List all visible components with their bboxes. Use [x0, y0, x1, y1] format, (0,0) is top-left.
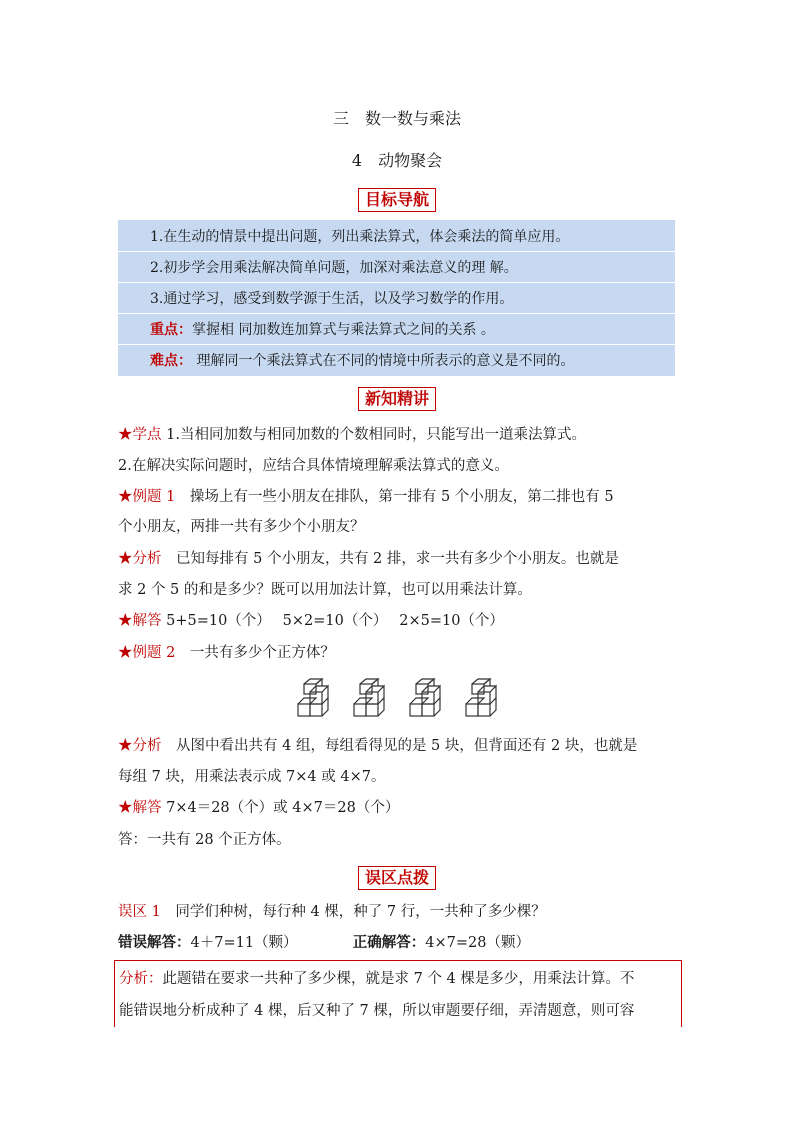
wrong-answer-text: 4＋7=11（颗）: [190, 935, 298, 951]
mistake-1-label: 误区 1: [118, 904, 161, 920]
analysis-label: 分析: [132, 738, 162, 754]
example-2-label: 例题 2: [132, 645, 176, 661]
key-point-text: 掌握相 同加数连加算式与乘法算式之间的关系 。: [192, 322, 495, 338]
star-icon: ★: [118, 427, 133, 443]
goal-item-2: 2.初步学会用乘法解决简单问题，加深对乘法意义的理 解。: [150, 260, 518, 276]
example-1-analysis: [118, 549, 619, 569]
key-point: [150, 320, 495, 340]
analysis-text: 已知每排有 5 个小朋友，共有 2 排，求一共有多少个小朋友。也就是: [161, 551, 619, 567]
right-answer-label: 正确解答：: [352, 934, 426, 951]
mistake-answers: [118, 933, 530, 953]
star-icon: ★: [118, 800, 133, 816]
study-point: [118, 425, 586, 445]
example-1-label: 例题 1: [132, 489, 176, 505]
difficulty-point: [150, 351, 574, 371]
cube-stack-icon: [350, 676, 390, 724]
difficulty-label: 难点：: [150, 353, 192, 369]
mistake-1: [118, 902, 546, 922]
wrong-answer-label: 错误解答：: [118, 934, 191, 951]
analysis-text: 从图中看出共有 4 组，每组看得见的是 5 块，但背面还有 2 块，也就是: [161, 738, 638, 754]
answer-text: 5+5=10（个） 5×2=10（个） 2×5=10（个）: [161, 613, 504, 629]
cube-stack-icon: [462, 676, 502, 724]
mistake-analysis-line1: [119, 969, 634, 989]
example-2-final-answer: 答：一共有 28 个正方体。: [118, 832, 291, 848]
lesson-title: 4 动物聚会: [351, 151, 443, 170]
mistake-section-title: 误区点拨: [358, 866, 436, 890]
example-2-text: 一共有多少个正方体？: [175, 645, 335, 661]
mistake-analysis-text: 此题错在要求一共种了多少棵，就是求 7 个 4 棵是多少，用乘法计算。不: [162, 971, 635, 987]
cube-stack-icon: [294, 676, 334, 724]
star-icon: ★: [118, 738, 133, 754]
difficulty-text: 理解同一个乘法算式在不同的情境中所表示的意义是不同的。: [192, 353, 575, 369]
key-point-label: 重点：: [150, 322, 192, 338]
example-2-answer: [118, 798, 399, 818]
cube-figure: [294, 676, 504, 726]
analysis-label: 分析: [132, 551, 162, 567]
goals-panel: [118, 220, 675, 376]
mistake-analysis-label: 分析：: [119, 971, 163, 987]
goal-item-3: 3.通过学习，感受到数学源于生活，以及学习数学的作用。: [150, 291, 514, 307]
answer-label: 解答: [132, 613, 162, 629]
example-1: [118, 487, 614, 507]
example-1-line2: 个小朋友，两排一共有多少个小朋友？: [118, 519, 365, 535]
mistake-1-question: 同学们种树，每行种 4 棵，种了 7 行，一共种了多少棵？: [160, 904, 546, 920]
study-point-2: 2.在解决实际问题时，应结合具体情境理解乘法算式的意义。: [118, 458, 509, 474]
answer-label: 解答: [132, 800, 162, 816]
study-point-label: 学点: [132, 427, 162, 443]
answer-text: 7×4＝28（个）或 4×7＝28（个）: [161, 800, 400, 816]
example-1-text: 操场上有一些小朋友在排队，第一排有 5 个小朋友，第二排也有 5: [175, 489, 614, 505]
star-icon: ★: [118, 613, 133, 629]
cube-stack-icon: [406, 676, 446, 724]
example-2-analysis: [118, 736, 637, 756]
example-1-analysis-line2: 求 2 个 5 的和是多少？既可以用加法计算，也可以用乘法计算。: [118, 582, 532, 598]
right-answer-text: 4×7=28（颗）: [425, 935, 530, 951]
star-icon: ★: [118, 489, 133, 505]
example-2: [118, 643, 335, 663]
goals-section-title: 目标导航: [358, 188, 436, 212]
star-icon: ★: [118, 645, 133, 661]
mistake-analysis-line2: 能错误地分析成种了 4 棵，后又种了 7 棵，所以审题要仔细，弄清题意，则可容: [119, 1003, 635, 1019]
unit-title: 三 数一数与乘法: [332, 109, 461, 128]
example-1-answer: [118, 611, 504, 631]
goal-item-1: 1.在生动的情景中提出问题，列出乘法算式，体会乘法的简单应用。: [150, 229, 570, 245]
study-point-text: 1.当相同加数与相同加数的个数相同时，只能写出一道乘法算式。: [161, 427, 586, 443]
star-icon: ★: [118, 551, 133, 567]
new-knowledge-section-title: 新知精讲: [358, 387, 436, 411]
mistake-analysis-box: [114, 960, 682, 1027]
example-2-analysis-line2: 每组 7 块，用乘法表示成 7×4 或 4×7。: [118, 769, 386, 785]
